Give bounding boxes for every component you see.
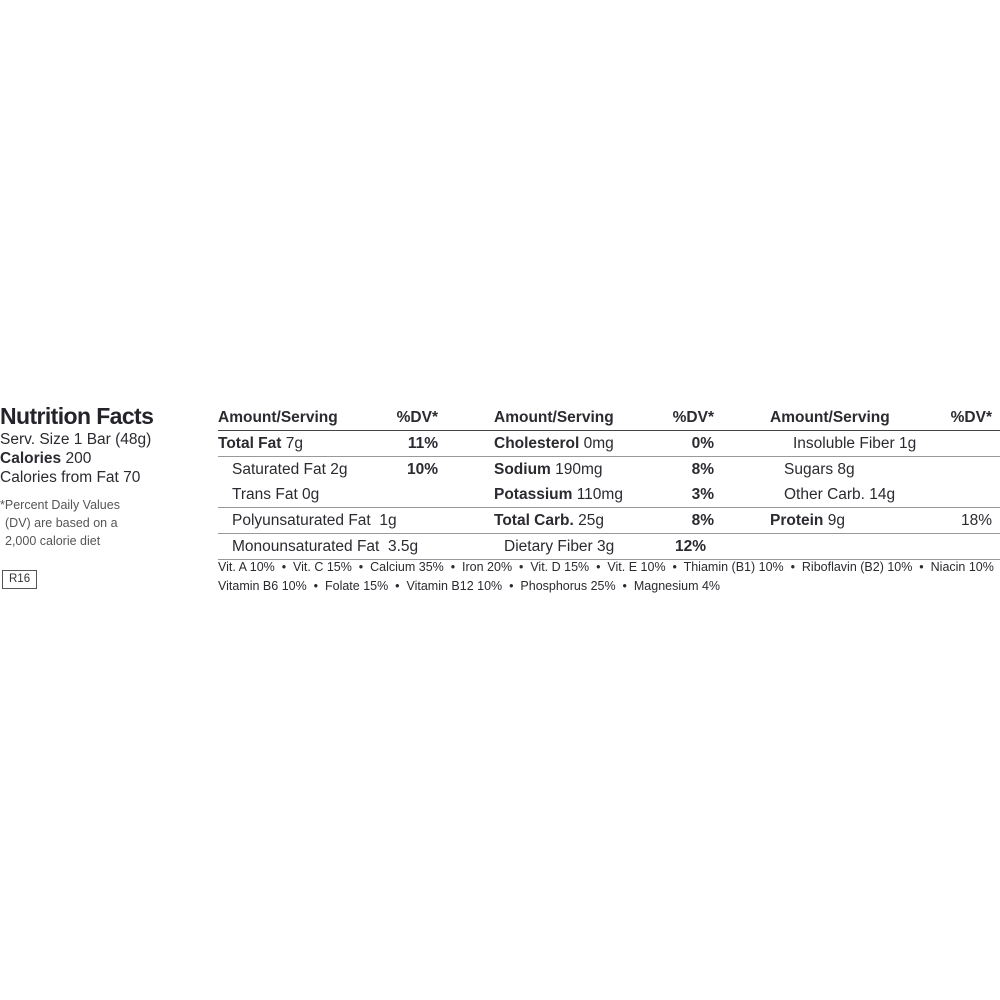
other-carb: Other Carb. 14g bbox=[784, 486, 896, 503]
total-fat: Total Fat 7g bbox=[218, 435, 303, 452]
nutrient-table bbox=[218, 405, 1000, 560]
calories-from-fat: Calories from Fat 70 bbox=[0, 469, 141, 486]
vitamins-line-1: Vit. A 10% • Vit. C 15% • Calcium 35% • Iron 20% • Vit. D 15% • Vit. E 10% • Thiamin (B1) 10% • Riboflavin (B2) 10% • Niacin 10% bbox=[218, 560, 994, 574]
footnote-line-2: (DV) are based on a bbox=[5, 516, 118, 530]
calories-line bbox=[0, 449, 205, 468]
cholesterol-dv: 0% bbox=[691, 435, 714, 452]
saturated-fat: Saturated Fat 2g bbox=[232, 461, 348, 478]
product-code-badge: R16 bbox=[2, 570, 37, 589]
vitamins-minerals bbox=[218, 558, 1000, 596]
table-header-row bbox=[218, 405, 1000, 431]
nutrition-summary bbox=[0, 402, 205, 585]
total-fat-dv: 11% bbox=[407, 435, 438, 452]
calories-label: Calories bbox=[0, 450, 62, 467]
potassium: Potassium 110mg bbox=[494, 486, 623, 503]
col3-dv-header: %DV* bbox=[950, 409, 992, 426]
col2-dv-header: %DV* bbox=[672, 409, 714, 426]
trans-fat: Trans Fat 0g bbox=[232, 486, 320, 503]
dv-footnote bbox=[0, 496, 205, 550]
col1-amount-header: Amount/Serving bbox=[218, 409, 338, 426]
sodium: Sodium 190mg bbox=[494, 461, 603, 478]
dietary-fiber-dv: 12% bbox=[674, 538, 706, 555]
footnote-line-1: *Percent Daily Values bbox=[0, 498, 120, 512]
total-carb: Total Carb. 25g bbox=[494, 512, 604, 529]
col2-amount-header: Amount/Serving bbox=[494, 409, 614, 426]
calories-value: 200 bbox=[65, 450, 92, 467]
potassium-dv: 3% bbox=[691, 486, 714, 503]
cholesterol: Cholesterol 0mg bbox=[494, 435, 614, 452]
sodium-dv: 8% bbox=[691, 461, 714, 478]
saturated-fat-dv: 10% bbox=[406, 461, 438, 478]
table-row bbox=[218, 431, 1000, 457]
vitamins-line-2: Vitamin B6 10% • Folate 15% • Vitamin B12 10% • Phosphorus 25% • Magnesium 4% bbox=[218, 579, 721, 593]
monounsaturated-fat: Monounsaturated Fat 3.5g bbox=[232, 538, 419, 555]
protein: Protein 9g bbox=[770, 512, 845, 529]
serving-size: Serv. Size 1 Bar (48g) bbox=[0, 431, 152, 448]
col3-amount-header: Amount/Serving bbox=[770, 409, 890, 426]
protein-dv: 18% bbox=[960, 512, 992, 529]
footnote-line-3: 2,000 calorie diet bbox=[5, 534, 101, 548]
col1-dv-header: %DV* bbox=[396, 409, 438, 426]
polyunsaturated-fat: Polyunsaturated Fat 1g bbox=[232, 512, 397, 529]
dietary-fiber: Dietary Fiber 3g bbox=[504, 538, 615, 555]
sugars: Sugars 8g bbox=[784, 461, 855, 478]
table-row bbox=[218, 534, 1000, 560]
insoluble-fiber: Insoluble Fiber 1g bbox=[793, 435, 917, 452]
nutrition-facts-title: Nutrition Facts bbox=[0, 403, 154, 429]
table-row bbox=[218, 482, 1000, 508]
total-carb-dv: 8% bbox=[691, 512, 714, 529]
table-row bbox=[218, 508, 1000, 534]
table-row bbox=[218, 457, 1000, 482]
